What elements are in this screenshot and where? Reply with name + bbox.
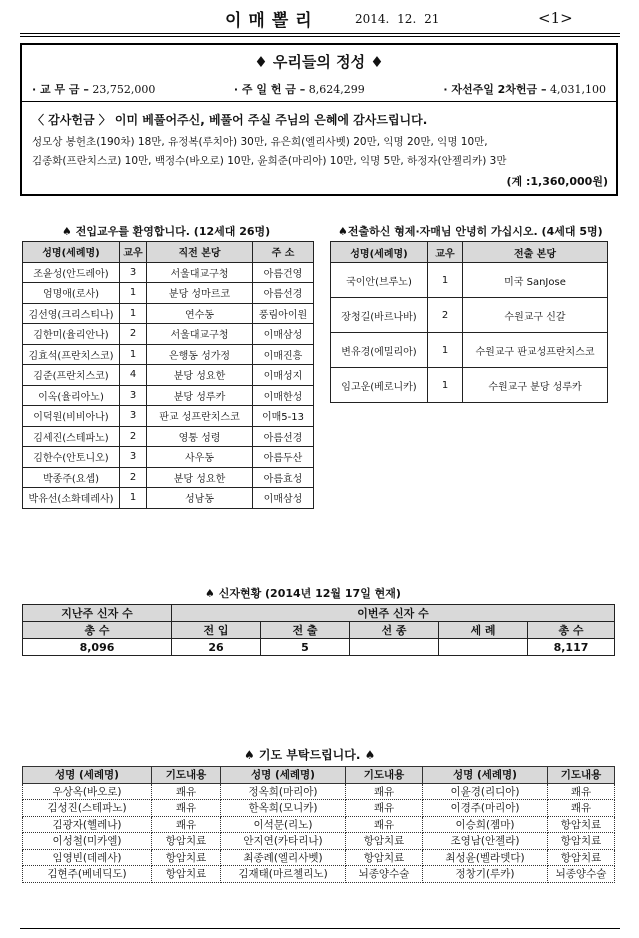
table-cell: 뇌종양수술 (548, 866, 615, 883)
table-cell: 항암치료 (152, 833, 221, 850)
table-cell: 항암치료 (346, 849, 423, 866)
table-cell: 수원교구 판교성프란치스코 (463, 333, 608, 368)
table-cell: 사우동 (147, 447, 253, 468)
offering-box (20, 43, 618, 196)
stats-value-row (23, 639, 615, 656)
header-rule (20, 33, 620, 34)
table-cell: 이매삼성 (253, 324, 314, 345)
table-cell: 쾌유 (152, 783, 221, 800)
table-cell: 항암치료 (152, 849, 221, 866)
table-cell: 수원교구 신갈 (463, 298, 608, 333)
col-header: 전 입 (172, 622, 261, 639)
table-cell: 1 (120, 344, 147, 365)
footer-rule (20, 928, 620, 929)
offering-sum-label: · 자선주일 2차헌금 – (443, 83, 547, 96)
table-row (23, 283, 314, 304)
col-header: 성명(세례명) (331, 242, 428, 263)
table-cell: 쾌유 (346, 800, 423, 817)
col-header: 전출 본당 (463, 242, 608, 263)
table-cell: 수원교구 분당 성루카 (463, 368, 608, 403)
table-cell: 서울대교구청 (147, 262, 253, 283)
col-header: 전 출 (261, 622, 350, 639)
table-row (23, 324, 314, 345)
table-cell: 이매삼성 (253, 488, 314, 509)
thanks-line-2: 김종화(프란치스코) 10만, 백정수(바오로) 10만, 윤희준(마리아) 10만, 익명 5만, 하정자(안젤리카) 3만 (32, 155, 507, 167)
table-cell: 2 (120, 426, 147, 447)
table-cell: 3 (120, 262, 147, 283)
table-cell: 조영남(안젤라) (423, 833, 548, 850)
table-cell: 3 (120, 406, 147, 427)
table-row (23, 426, 314, 447)
table-cell: 3 (120, 385, 147, 406)
table-cell: 분당 성요한 (147, 467, 253, 488)
col-header: 성명(세례명) (23, 242, 120, 263)
table-cell: 4 (120, 365, 147, 386)
col-header: 주 소 (253, 242, 314, 263)
table-cell: 성남동 (147, 488, 253, 509)
table-row (331, 368, 608, 403)
table-row (331, 263, 608, 298)
col-header: 성명 (세례명) (23, 767, 152, 784)
table-cell: 뇌종양수술 (346, 866, 423, 883)
table-cell: 조윤성(안드레아) (23, 262, 120, 283)
col-header: 성명 (세례명) (221, 767, 346, 784)
table-cell: 쾌유 (152, 800, 221, 817)
thanks-line-1: 성모상 봉헌초(190차) 18만, 유정복(루치아) 30만, 유은희(엘리사벳) 20만, 익명 20만, 익명 10만, (32, 136, 488, 148)
table-cell: 쾌유 (548, 783, 615, 800)
offering-title: ♦ 우리들의 정성 ♦ (254, 53, 384, 71)
stats-value: 26 (172, 639, 261, 656)
table-cell: 임영빈(데레사) (23, 849, 152, 866)
table-cell: 김세진(스테파노) (23, 426, 120, 447)
table-cell: 김효석(프란치스코) (23, 344, 120, 365)
table-cell: 쾌유 (346, 783, 423, 800)
table-row (23, 783, 615, 800)
new-members-table (22, 241, 314, 509)
table-cell: 정옥희(마리아) (221, 783, 346, 800)
stats-table (22, 604, 615, 656)
page-number: <1> (538, 9, 573, 27)
col-header: 기도내용 (346, 767, 423, 784)
header-rule-double (20, 36, 620, 37)
table-cell: 쾌유 (548, 800, 615, 817)
table-cell: 1 (428, 333, 463, 368)
table-cell: 안지연(카타리나) (221, 833, 346, 850)
table-cell: 김재태(마르첼리노) (221, 866, 346, 883)
stats-value: 5 (261, 639, 350, 656)
table-cell: 항암치료 (548, 833, 615, 850)
table-row (23, 816, 615, 833)
offering-sum-value: 4,031,100 (550, 83, 606, 96)
table-cell: 서울대교구청 (147, 324, 253, 345)
offering-sum-value: 23,752,000 (92, 83, 156, 96)
table-cell: 이옥(율리아노) (23, 385, 120, 406)
table-row (331, 298, 608, 333)
table-row (23, 866, 615, 883)
stats-header-row (23, 622, 615, 639)
stats-group-row (23, 605, 615, 622)
offering-sum-charity (443, 81, 606, 97)
table-cell: 임고운(베로니카) (331, 368, 428, 403)
table-cell: 아름건영 (253, 262, 314, 283)
bulletin-title: 이매뽈리 (225, 11, 319, 31)
table-row (23, 447, 314, 468)
table-cell: 최성윤(벨라뎃다) (423, 849, 548, 866)
offering-sum-tithe (32, 81, 155, 97)
table-cell: 2 (120, 467, 147, 488)
table-cell: 김현주(베네딕도) (23, 866, 152, 883)
table-cell: 1 (428, 368, 463, 403)
table-cell: 항암치료 (152, 866, 221, 883)
table-row (23, 262, 314, 283)
new-members-title: ♠ 전입교우를 환영합니다. (12세대 26명) (62, 225, 271, 238)
table-cell: 2 (428, 298, 463, 333)
table-cell: 1 (428, 263, 463, 298)
table-cell: 이경주(마리아) (423, 800, 548, 817)
table-cell: 영통 성령 (147, 426, 253, 447)
table-cell: 3 (120, 447, 147, 468)
table-cell: 변유경(에밀리아) (331, 333, 428, 368)
table-cell: 이매성지 (253, 365, 314, 386)
table-cell: 분당 성요한 (147, 365, 253, 386)
table-cell: 아름선경 (253, 283, 314, 304)
col-header: 총 수 (23, 622, 172, 639)
prayer-table (22, 766, 615, 883)
table-row (23, 365, 314, 386)
table-row (23, 800, 615, 817)
col-header: 교우 (428, 242, 463, 263)
moved-members-table (330, 241, 608, 403)
table-cell: 미국 SanJose (463, 263, 608, 298)
table-cell: 이덕원(비비아나) (23, 406, 120, 427)
table-cell: 쾌유 (346, 816, 423, 833)
table-cell: 엄명애(로사) (23, 283, 120, 304)
table-cell: 우상옥(바오로) (23, 783, 152, 800)
table-header-row (23, 767, 615, 784)
table-header-row (23, 242, 314, 263)
table-cell: 아름두산 (253, 447, 314, 468)
table-cell: 이매한성 (253, 385, 314, 406)
table-cell: 박종주(요셉) (23, 467, 120, 488)
table-cell: 항암치료 (346, 833, 423, 850)
stats-value: 8,117 (528, 639, 615, 656)
table-header-row (331, 242, 608, 263)
table-cell: 이매5-13 (253, 406, 314, 427)
col-header: 기도내용 (152, 767, 221, 784)
table-row (23, 467, 314, 488)
prayer-title: ♠ 기도 부탁드립니다. ♠ (244, 748, 376, 762)
table-cell: 이승희(젬마) (423, 816, 548, 833)
table-cell: 1 (120, 283, 147, 304)
table-row (23, 344, 314, 365)
table-cell: 김광자(헬레나) (23, 816, 152, 833)
col-header: 선 종 (350, 622, 439, 639)
last-week-label: 지난주 신자 수 (23, 605, 172, 622)
table-row (23, 303, 314, 324)
thanks-total: (계 :1,360,000원) (506, 175, 608, 188)
table-cell: 한옥희(모니카) (221, 800, 346, 817)
table-cell: 분당 성마르코 (147, 283, 253, 304)
table-row (23, 833, 615, 850)
table-cell: 장청길(바르나바) (331, 298, 428, 333)
table-cell: 풍림아이원 (253, 303, 314, 324)
table-cell: 정창기(루카) (423, 866, 548, 883)
bulletin-date: 2014. 12. 21 (355, 12, 440, 26)
table-cell: 은행동 성가정 (147, 344, 253, 365)
stats-value: 8,096 (23, 639, 172, 656)
table-row (23, 385, 314, 406)
offering-sum-value: 8,624,299 (308, 83, 365, 96)
table-cell: 김한수(안토니오) (23, 447, 120, 468)
table-cell: 쾌유 (152, 816, 221, 833)
table-cell: 이윤경(리디아) (423, 783, 548, 800)
moved-members-title: ♠전출하신 형제·자매님 안녕히 가십시오. (4세대 5명) (338, 225, 603, 238)
table-cell: 아름선경 (253, 426, 314, 447)
table-cell: 아름효성 (253, 467, 314, 488)
col-header: 기도내용 (548, 767, 615, 784)
col-header: 총 수 (528, 622, 615, 639)
table-cell: 항암치료 (548, 816, 615, 833)
offering-divider (22, 101, 616, 102)
table-cell: 항암치료 (548, 849, 615, 866)
offering-sums (32, 81, 606, 97)
thanks-heading: 〈 감사헌금 〉 이미 베풀어주신, 베풀어 주실 주님의 은혜에 감사드립니다. (32, 113, 428, 127)
table-cell: 2 (120, 324, 147, 345)
table-cell: 박유선(소화데레사) (23, 488, 120, 509)
col-header: 직전 본당 (147, 242, 253, 263)
table-row (23, 488, 314, 509)
col-header: 교우 (120, 242, 147, 263)
table-cell: 이매진흥 (253, 344, 314, 365)
table-cell: 김한미(율리안나) (23, 324, 120, 345)
col-header: 성명 (세례명) (423, 767, 548, 784)
stats-title: ♠ 신자현황 (2014년 12월 17일 현재) (205, 587, 401, 600)
table-cell: 김준(프란치스코) (23, 365, 120, 386)
table-row (331, 333, 608, 368)
col-header: 세 례 (439, 622, 528, 639)
table-cell: 김선영(크리스티나) (23, 303, 120, 324)
table-cell: 김성진(스테파노) (23, 800, 152, 817)
offering-sum-label: · 주 일 헌 금 – (233, 83, 306, 96)
table-row (23, 406, 314, 427)
this-week-label: 이번주 신자 수 (172, 605, 615, 622)
table-cell: 국이안(브루노) (331, 263, 428, 298)
table-cell: 1 (120, 303, 147, 324)
table-cell: 연수동 (147, 303, 253, 324)
table-row (23, 849, 615, 866)
table-cell: 판교 성프란치스코 (147, 406, 253, 427)
offering-sum-sunday (234, 81, 365, 97)
table-cell: 분당 성루카 (147, 385, 253, 406)
table-cell: 이성철(미카엘) (23, 833, 152, 850)
stats-value (439, 639, 528, 656)
table-cell: 이석문(리노) (221, 816, 346, 833)
table-cell: 최종례(엘리사벳) (221, 849, 346, 866)
table-cell: 1 (120, 488, 147, 509)
stats-value (350, 639, 439, 656)
offering-sum-label: · 교 무 금 – (32, 83, 89, 96)
